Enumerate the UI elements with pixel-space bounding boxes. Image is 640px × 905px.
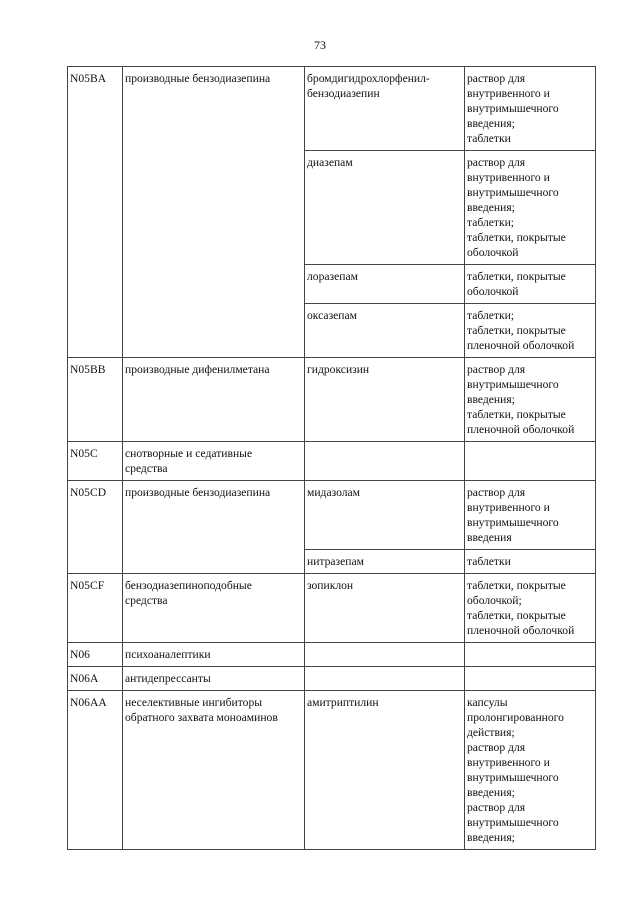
drug-name-line: гидроксизин [307,363,370,376]
group-name-line: производные бензодиазепина [125,486,271,499]
atc-code: N06AA [70,696,107,709]
dosage-form-line: внутримышечного [467,378,559,391]
group-cell [123,481,305,574]
dosage-form-cell [465,151,596,265]
dosage-form-line: оболочкой [467,246,519,259]
drug-name-cell [305,550,465,574]
dosage-form-line: таблетки; [467,309,515,322]
dosage-form-line: внутримышечного [467,516,559,529]
dosage-form-cell [465,550,596,574]
group-name-line: антидепрессанты [125,672,211,685]
atc-code: N05CF [70,579,105,592]
table-row [68,481,596,550]
group-name-line: психоаналептики [125,648,211,661]
dosage-form-line: пленочной оболочкой [467,624,575,637]
dosage-form-cell [465,643,596,667]
atc-code: N05C [70,447,98,460]
group-name-line: производные бензодиазепина [125,72,271,85]
dosage-form-line: пленочной оболочкой [467,339,575,352]
dosage-form-cell [465,265,596,304]
dosage-form-line: введения [467,531,512,544]
dosage-form-line: таблетки, покрытые [467,270,566,283]
dosage-form-line: оболочкой [467,285,519,298]
drug-name-cell [305,691,465,850]
atc-code-cell [68,574,123,643]
dosage-form-cell [465,574,596,643]
atc-code-cell [68,667,123,691]
dosage-form-cell [465,691,596,850]
atc-code-cell [68,643,123,667]
dosage-form-line: таблетки, покрытые [467,579,566,592]
table-row [68,643,596,667]
atc-code-cell [68,481,123,574]
dosage-form-line: действия; [467,726,515,739]
atc-code-cell [68,67,123,358]
group-name-line: неселективные ингибиторы [125,696,263,709]
dosage-form-line: капсулы [467,696,508,709]
drug-name-line: амитриптилин [307,696,379,709]
group-name-line: средства [125,594,168,607]
dosage-form-cell [465,442,596,481]
drug-name-cell [305,667,465,691]
atc-code: N06A [70,672,99,685]
group-cell [123,67,305,358]
atc-code: N05BB [70,363,106,376]
dosage-form-line: пролонгированного [467,711,564,724]
group-name-line: производные дифенилметана [125,363,270,376]
atc-code-cell [68,442,123,481]
dosage-form-cell [465,667,596,691]
dosage-form-cell [465,67,596,151]
group-name-line: снотворные и седативные [125,447,253,460]
dosage-form-line: внутривенного и [467,171,550,184]
group-cell [123,442,305,481]
dosage-form-line: раствор для [467,156,526,169]
drug-name-cell [305,304,465,358]
drug-name-line: нитразепам [307,555,364,568]
drug-name-cell [305,358,465,442]
dosage-form-line: раствор для [467,486,526,499]
drug-name-cell [305,643,465,667]
group-cell [123,643,305,667]
group-cell [123,667,305,691]
dosage-form-line: таблетки; [467,216,515,229]
dosage-form-line: внутримышечного [467,186,559,199]
drug-name-line: зопиклон [307,579,354,592]
dosage-form-line: введения; [467,393,515,406]
drug-name-cell [305,265,465,304]
group-name-line: бензодиазепиноподобные [125,579,252,592]
drug-name-line: лоразепам [307,270,358,283]
dosage-form-line: введения; [467,831,515,844]
dosage-form-line: таблетки, покрытые [467,609,566,622]
dosage-form-line: таблетки [467,555,511,568]
dosage-form-line: таблетки, покрытые [467,231,566,244]
dosage-form-line: таблетки, покрытые [467,324,566,337]
dosage-form-line: таблетки, покрытые [467,408,566,421]
dosage-form-cell [465,304,596,358]
drug-name-cell [305,151,465,265]
drug-name-cell [305,574,465,643]
table-row [68,574,596,643]
table-row [68,667,596,691]
dosage-form-line: внутримышечного [467,771,559,784]
drug-name-cell [305,67,465,151]
dosage-form-cell [465,358,596,442]
atc-code: N05CD [70,486,107,499]
dosage-form-line: раствор для [467,801,526,814]
dosage-form-line: введения; [467,117,515,130]
dosage-form-line: внутримышечного [467,816,559,829]
dosage-form-line: внутримышечного [467,102,559,115]
group-name-line: средства [125,462,168,475]
drug-name-cell [305,481,465,550]
drug-name-line: оксазепам [307,309,357,322]
table-row [68,442,596,481]
group-cell [123,358,305,442]
table-row [68,67,596,151]
page-number: 73 [314,38,326,52]
table-body [68,67,596,850]
dosage-form-line: внутривенного и [467,756,550,769]
atc-code-cell [68,358,123,442]
dosage-form-line: внутривенного и [467,501,550,514]
dosage-form-line: раствор для [467,72,526,85]
dosage-form-line: введения; [467,786,515,799]
drug-name-line: бензодиазепин [307,87,380,100]
drug-name-line: бромдигидрохлорфенил- [307,72,430,85]
group-cell [123,691,305,850]
dosage-form-line: раствор для [467,363,526,376]
dosage-form-line: внутривенного и [467,87,550,100]
dosage-form-line: пленочной оболочкой [467,423,575,436]
group-cell [123,574,305,643]
atc-code: N06 [70,648,90,661]
table-row [68,691,596,850]
dosage-form-line: введения; [467,201,515,214]
group-name-line: обратного захвата моноаминов [125,711,278,724]
drug-name-cell [305,442,465,481]
atc-code: N05BA [70,72,107,85]
drug-name-line: мидазолам [307,486,361,499]
dosage-form-line: оболочкой; [467,594,522,607]
table-row [68,358,596,442]
dosage-form-cell [465,481,596,550]
atc-code-cell [68,691,123,850]
drug-table [67,66,596,850]
dosage-form-line: таблетки [467,132,511,145]
drug-name-line: диазепам [307,156,353,169]
dosage-form-line: раствор для [467,741,526,754]
